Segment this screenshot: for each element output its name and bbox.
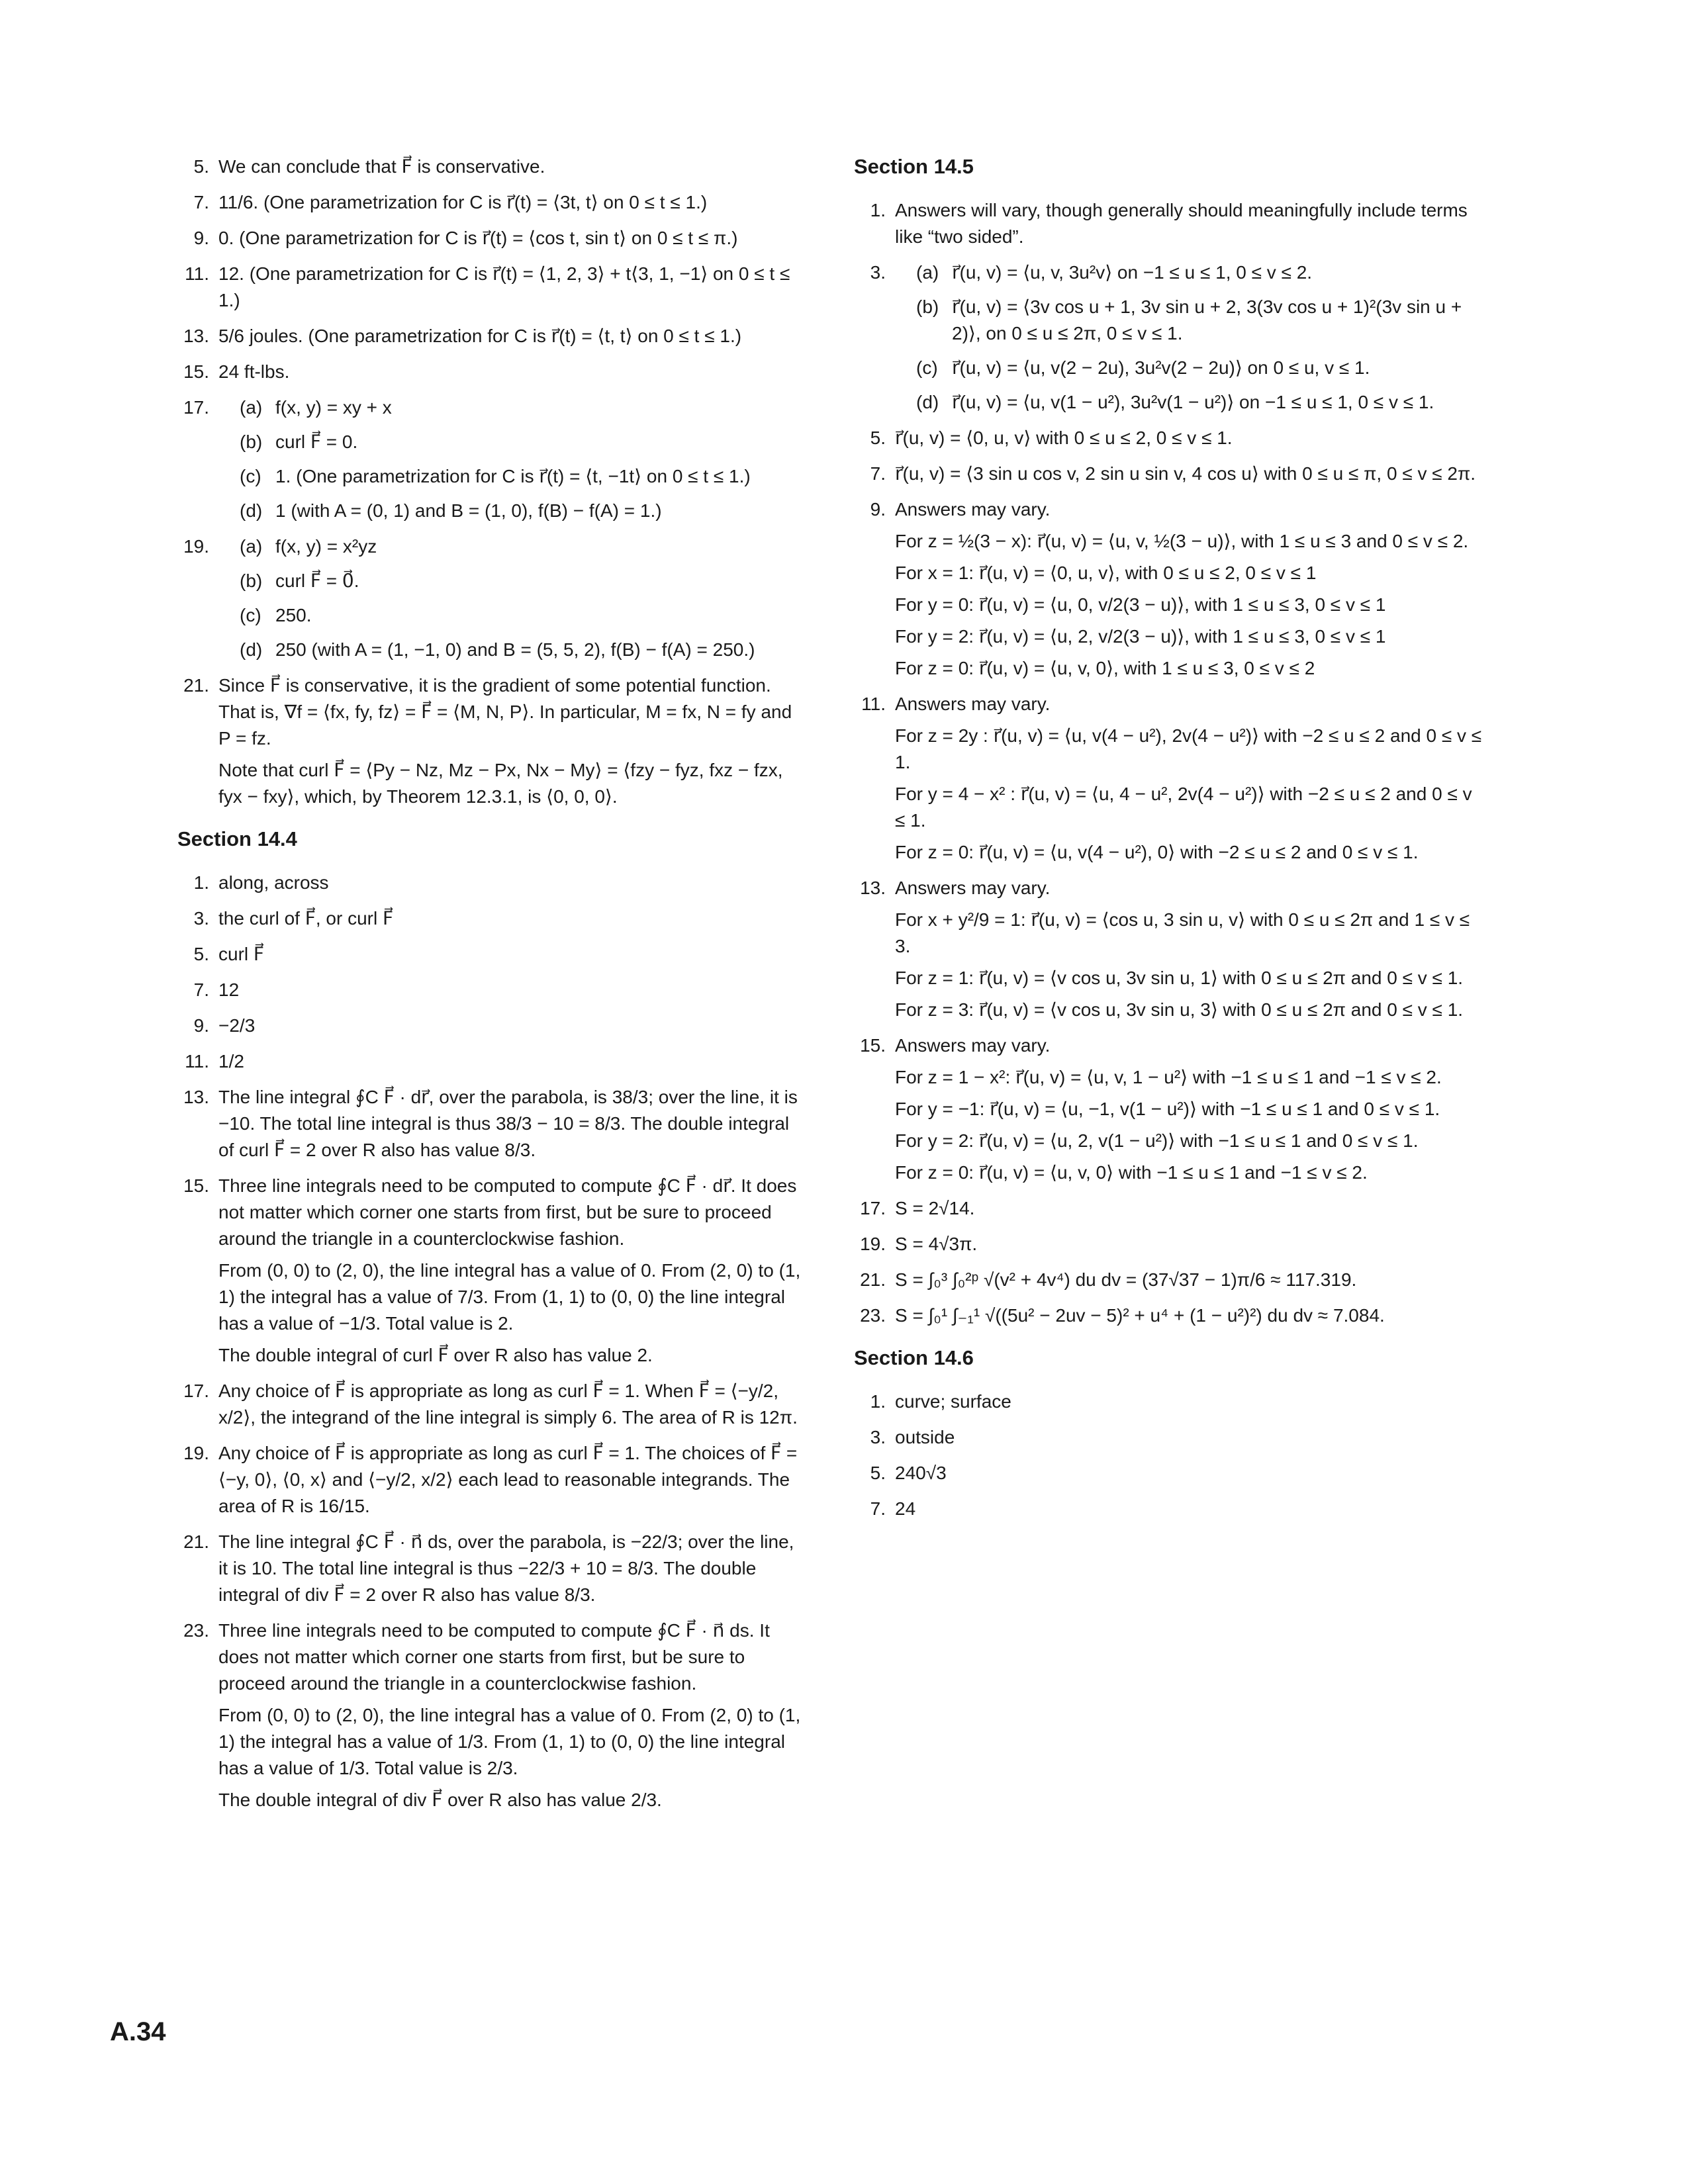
answer-text: S = 2√14. (895, 1198, 975, 1218)
part-label: (c) (240, 466, 261, 486)
answer-number: 19. (183, 536, 209, 557)
answer-text: From (0, 0) to (2, 0), the line integral has a value of 0. From (2, 0) to (1, 1) the integral has a value of 1/3. From (1, 1) to (0, 0) the line integral has a value of 1/3. Total value is 2/3. (218, 1705, 801, 1778)
part-text: r⃗(u, v) = ⟨u, v(1 − u²), 3u²v(1 − u²)⟩ on −1 ≤ u ≤ 1, 0 ≤ v ≤ 1. (952, 392, 1434, 412)
answer-text: For y = −1: r⃗(u, v) = ⟨u, −1, v(1 − u²)⟩ with −1 ≤ u ≤ 1 and 0 ≤ v ≤ 1. (895, 1099, 1440, 1119)
answer-number: 23. (183, 1620, 209, 1641)
answer-number: 9. (193, 1015, 209, 1036)
answer-text: outside (895, 1427, 955, 1447)
answer-item (177, 323, 806, 349)
answer-text: For z = 1 − x²: r⃗(u, v) = ⟨u, v, 1 − u²⟩ with −1 ≤ u ≤ 1 and −1 ≤ v ≤ 2. (895, 1067, 1442, 1087)
answer-number: 21. (183, 1531, 209, 1552)
answer-item (177, 1617, 806, 1813)
answer-text: For y = 2: r⃗(u, v) = ⟨u, 2, v/2(3 − u)⟩, with 1 ≤ u ≤ 3, 0 ≤ v ≤ 1 (895, 626, 1386, 647)
answer-number: 13. (183, 1087, 209, 1107)
answer-part (240, 429, 806, 455)
section-heading: Section 14.4 (177, 827, 297, 850)
answer-number: 15. (183, 1175, 209, 1196)
answer-text: S = ∫₀³ ∫₀²ᵖ √(v² + 4v⁴) du dv = (37√37 − 1)π/6 ≈ 117.319. (895, 1269, 1357, 1290)
answer-item (177, 359, 806, 385)
answer-part (240, 533, 806, 560)
part-label: (c) (916, 357, 938, 378)
answer-text: Answers may vary. (895, 694, 1051, 714)
answer-text: 12. (One parametrization for C is r⃗(t) = ⟨1, 2, 3⟩ + t⟨3, 1, −1⟩ on 0 ≤ t ≤ 1.) (218, 263, 790, 310)
answer-body (218, 870, 806, 896)
answer-body (218, 1440, 806, 1520)
part-label: (b) (240, 570, 263, 591)
answer-part (240, 498, 806, 524)
part-label: (b) (916, 296, 939, 317)
answer-number: 15. (183, 361, 209, 382)
answer-body (895, 259, 1483, 416)
answer-parts (916, 259, 1483, 416)
answer-body (218, 941, 806, 968)
answer-text: Answers will vary, though generally should meaningfully include terms like “two sided”. (895, 200, 1468, 247)
part-text: r⃗(u, v) = ⟨u, v(2 − 2u), 3u²v(2 − 2u)⟩ on 0 ≤ u, v ≤ 1. (952, 357, 1370, 378)
answer-body (218, 394, 806, 524)
answer-number: 13. (860, 878, 886, 898)
answer-body (218, 1617, 806, 1813)
part-text: r⃗(u, v) = ⟨3v cos u + 1, 3v sin u + 2, 3(3v cos u + 1)²(3v sin u + 2)⟩, on 0 ≤ u ≤ 2π, 0 ≤ v ≤ 1. (952, 296, 1462, 343)
answer-parts (240, 394, 806, 524)
answer-number: 13. (183, 326, 209, 346)
answer-body (218, 905, 806, 932)
answer-item (854, 1496, 1483, 1522)
answer-body (895, 425, 1483, 451)
answer-text: 24 ft-lbs. (218, 361, 290, 382)
answer-number: 5. (193, 156, 209, 177)
answer-item (854, 691, 1483, 866)
answer-part (240, 568, 806, 594)
answer-body (218, 672, 806, 810)
answer-text: S = ∫₀¹ ∫₋₁¹ √((5u² − 2uv − 5)² + u⁴ + (1 − u²)²) du dv ≈ 7.084. (895, 1305, 1385, 1326)
answer-number: 15. (860, 1035, 886, 1056)
answer-text: Answers may vary. (895, 878, 1051, 898)
answer-number: 11. (185, 263, 209, 284)
answer-text: From (0, 0) to (2, 0), the line integral has a value of 0. From (2, 0) to (1, 1) the integral has a value of 7/3. From (1, 1) to (0, 0) the line integral has a value of −1/3. Total value is 2. (218, 1260, 801, 1334)
answer-body (895, 1231, 1483, 1257)
answer-item (854, 1231, 1483, 1257)
answer-text: r⃗(u, v) = ⟨3 sin u cos v, 2 sin u sin v, 4 cos u⟩ with 0 ≤ u ≤ π, 0 ≤ v ≤ 2π. (895, 463, 1476, 484)
answer-body (895, 1267, 1483, 1293)
answer-item (854, 1460, 1483, 1486)
answer-body (895, 197, 1483, 250)
answer-body (218, 323, 806, 349)
answer-text: The line integral ∮C F⃗ · n⃗ ds, over the parabola, is −22/3; over the line, it is 10. The total line integral is thus −22/3 + 10 = 8/3. The double integral of div F⃗ = 2 over R also has value 8/3. (218, 1531, 794, 1605)
part-text: 1. (One parametrization for C is r⃗(t) = ⟨t, −1t⟩ on 0 ≤ t ≤ 1.) (275, 466, 751, 486)
answer-number: 17. (183, 397, 209, 418)
answer-item (177, 905, 806, 932)
answer-number: 23. (860, 1305, 886, 1326)
answer-item (177, 533, 806, 663)
answer-number: 17. (860, 1198, 886, 1218)
answer-item (177, 1173, 806, 1369)
answer-body (895, 875, 1483, 1023)
answer-part (240, 394, 806, 421)
answer-body (218, 1084, 806, 1163)
answer-text: For z = 0: r⃗(u, v) = ⟨u, v(4 − u²), 0⟩ with −2 ≤ u ≤ 2 and 0 ≤ v ≤ 1. (895, 842, 1419, 862)
answer-body (895, 1460, 1483, 1486)
part-text: curl F⃗ = 0⃗. (275, 570, 359, 591)
answer-text: For x = 1: r⃗(u, v) = ⟨0, u, v⟩, with 0 ≤ u ≤ 2, 0 ≤ v ≤ 1 (895, 563, 1317, 583)
section-heading: Section 14.6 (854, 1346, 974, 1369)
answer-item (854, 425, 1483, 451)
answer-body (895, 1424, 1483, 1451)
answer-text: 24 (895, 1498, 916, 1519)
answer-number: 11. (185, 1051, 209, 1071)
answer-number: 7. (193, 979, 209, 1000)
answer-text: Any choice of F⃗ is appropriate as long as curl F⃗ = 1. The choices of F⃗ = ⟨−y, 0⟩, ⟨0, x⟩ and ⟨−y/2, x/2⟩ each lead to reasonable integrands. The area of R is 16/15. (218, 1443, 798, 1516)
answer-text: For z = 0: r⃗(u, v) = ⟨u, v, 0⟩ with −1 ≤ u ≤ 1 and −1 ≤ v ≤ 2. (895, 1162, 1368, 1183)
part-label: (a) (916, 262, 939, 283)
answer-part (916, 355, 1483, 381)
answer-body (895, 1302, 1483, 1329)
answer-item (177, 394, 806, 524)
answer-part (240, 602, 806, 629)
answer-item (177, 1529, 806, 1608)
answer-number: 7. (870, 463, 886, 484)
answer-item (177, 941, 806, 968)
answer-number: 3. (193, 908, 209, 929)
answer-item (177, 1048, 806, 1075)
answer-number: 19. (860, 1234, 886, 1254)
answer-text: curl F⃗ (218, 944, 265, 964)
answer-item (854, 1388, 1483, 1415)
answer-text: For z = 2y : r⃗(u, v) = ⟨u, v(4 − u²), 2v(4 − u²)⟩ with −2 ≤ u ≤ 2 and 0 ≤ v ≤ 1. (895, 725, 1482, 772)
answer-item (177, 154, 806, 180)
answer-number: 11. (861, 694, 886, 714)
answer-number: 3. (870, 262, 886, 283)
answer-number: 5. (870, 428, 886, 448)
answer-item (854, 197, 1483, 250)
answer-text: The double integral of curl F⃗ over R also has value 2. (218, 1345, 653, 1365)
answer-number: 5. (870, 1463, 886, 1483)
answer-number: 17. (183, 1381, 209, 1401)
answer-body (218, 359, 806, 385)
answer-text: For z = ½(3 − x): r⃗(u, v) = ⟨u, v, ½(3 − u)⟩, with 1 ≤ u ≤ 3 and 0 ≤ v ≤ 2. (895, 531, 1469, 551)
answer-item (854, 496, 1483, 682)
answer-text: For z = 0: r⃗(u, v) = ⟨u, v, 0⟩, with 1 ≤ u ≤ 3, 0 ≤ v ≤ 2 (895, 658, 1315, 678)
part-text: f(x, y) = xy + x (275, 397, 392, 418)
answer-parts (240, 533, 806, 663)
part-text: 250. (275, 605, 312, 625)
part-label: (d) (240, 639, 263, 660)
part-text: 1 (with A = (0, 1) and B = (1, 0), f(B) − f(A) = 1.) (275, 500, 662, 521)
answer-part (916, 294, 1483, 347)
answer-body (895, 1195, 1483, 1222)
answer-number: 3. (870, 1427, 886, 1447)
answer-body (218, 225, 806, 251)
answer-text: 240√3 (895, 1463, 947, 1483)
answer-body (895, 496, 1483, 682)
answer-item (854, 461, 1483, 487)
part-label: (a) (240, 536, 263, 557)
answer-item (854, 875, 1483, 1023)
answer-body (218, 1529, 806, 1608)
part-label: (a) (240, 397, 263, 418)
answer-number: 5. (193, 944, 209, 964)
answer-number: 7. (193, 192, 209, 212)
answer-text: 0. (One parametrization for C is r⃗(t) = ⟨cos t, sin t⟩ on 0 ≤ t ≤ π.) (218, 228, 738, 248)
answer-text: r⃗(u, v) = ⟨0, u, v⟩ with 0 ≤ u ≤ 2, 0 ≤ v ≤ 1. (895, 428, 1233, 448)
answer-part (916, 259, 1483, 286)
answer-text: Answers may vary. (895, 499, 1051, 520)
answer-item (854, 1267, 1483, 1293)
answer-body (895, 1496, 1483, 1522)
answer-text: 11/6. (One parametrization for C is r⃗(t) = ⟨3t, t⟩ on 0 ≤ t ≤ 1.) (218, 192, 708, 212)
answer-item (177, 189, 806, 216)
answer-text: Answers may vary. (895, 1035, 1051, 1056)
answer-text: For y = 0: r⃗(u, v) = ⟨u, 0, v/2(3 − u)⟩, with 1 ≤ u ≤ 3, 0 ≤ v ≤ 1 (895, 594, 1386, 615)
answer-item (177, 1440, 806, 1520)
answer-body (895, 691, 1483, 866)
answer-text: Any choice of F⃗ is appropriate as long as curl F⃗ = 1. When F⃗ = ⟨−y/2, x/2⟩, the integrand of the line integral is simply 6. The area of R is 12π. (218, 1381, 798, 1428)
part-label: (c) (240, 605, 261, 625)
answer-part (240, 463, 806, 490)
answer-text: For y = 4 − x² : r⃗(u, v) = ⟨u, 4 − u², 2v(4 − u²)⟩ with −2 ≤ u ≤ 2 and 0 ≤ v ≤ 1. (895, 784, 1472, 831)
answer-text: For z = 3: r⃗(u, v) = ⟨v cos u, 3v sin u, 3⟩ with 0 ≤ u ≤ 2π and 0 ≤ v ≤ 1. (895, 999, 1464, 1020)
answer-item (177, 870, 806, 896)
answer-body (895, 1032, 1483, 1186)
part-label: (d) (240, 500, 263, 521)
answer-body (218, 154, 806, 180)
answer-item (177, 1084, 806, 1163)
right-column (854, 154, 1483, 1531)
answer-item (854, 259, 1483, 416)
answer-body (218, 977, 806, 1003)
answer-number: 19. (183, 1443, 209, 1463)
page-number: A.34 (110, 2017, 166, 2046)
answer-number: 21. (860, 1269, 886, 1290)
part-text: 250 (with A = (1, −1, 0) and B = (5, 5, 2), f(B) − f(A) = 250.) (275, 639, 755, 660)
answer-number: 9. (193, 228, 209, 248)
answer-body (218, 189, 806, 216)
left-column (177, 154, 806, 1823)
answer-text: Three line integrals need to be computed to compute ∮C F⃗ · dr⃗. It does not matter which corner one starts from first, but be sure to proceed around the triangle in a counterclockwise fashion. (218, 1175, 797, 1249)
answer-text: For z = 1: r⃗(u, v) = ⟨v cos u, 3v sin u, 1⟩ with 0 ≤ u ≤ 2π and 0 ≤ v ≤ 1. (895, 968, 1464, 988)
answer-item (854, 1424, 1483, 1451)
part-text: r⃗(u, v) = ⟨u, v, 3u²v⟩ on −1 ≤ u ≤ 1, 0 ≤ v ≤ 2. (952, 262, 1313, 283)
answer-number: 1. (870, 200, 886, 220)
answer-text: 5/6 joules. (One parametrization for C is r⃗(t) = ⟨t, t⟩ on 0 ≤ t ≤ 1.) (218, 326, 742, 346)
part-label: (b) (240, 432, 263, 452)
part-text: f(x, y) = x²yz (275, 536, 377, 557)
answer-text: S = 4√3π. (895, 1234, 978, 1254)
answer-number: 1. (870, 1391, 886, 1412)
answer-item (177, 977, 806, 1003)
answer-item (177, 1013, 806, 1039)
answer-item (854, 1032, 1483, 1186)
answer-number: 21. (183, 675, 209, 696)
answer-body (218, 1013, 806, 1039)
answer-text: The line integral ∮C F⃗ · dr⃗, over the parabola, is 38/3; over the line, it is −10. The total line integral is thus 38/3 − 10 = 8/3. The double integral of curl F⃗ = 2 over R also has value 8/3. (218, 1087, 798, 1160)
answer-text: For y = 2: r⃗(u, v) = ⟨u, 2, v(1 − u²)⟩ with −1 ≤ u ≤ 1 and 0 ≤ v ≤ 1. (895, 1130, 1419, 1151)
answer-item (177, 261, 806, 314)
answer-body (218, 1173, 806, 1369)
answer-number: 7. (870, 1498, 886, 1519)
answer-text: 12 (218, 979, 240, 1000)
answer-item (177, 225, 806, 251)
answer-body (895, 1388, 1483, 1415)
answer-item (854, 1195, 1483, 1222)
answer-text: curve; surface (895, 1391, 1011, 1412)
answer-part (240, 637, 806, 663)
answer-text: The double integral of div F⃗ over R also has value 2/3. (218, 1790, 662, 1810)
answer-item (177, 1378, 806, 1431)
answer-text: −2/3 (218, 1015, 256, 1036)
answer-text: the curl of F⃗, or curl F⃗ (218, 908, 394, 929)
answer-item (854, 1302, 1483, 1329)
answer-body (218, 261, 806, 314)
answer-text: Note that curl F⃗ = ⟨Py − Nz, Mz − Px, Nx − My⟩ = ⟨fzy − fyz, fxz − fzx, fyx − fxy⟩, which, by Theorem 12.3.1, is ⟨0, 0, 0⟩. (218, 760, 783, 807)
answer-body (218, 1378, 806, 1431)
answer-text: For x + y²/9 = 1: r⃗(u, v) = ⟨cos u, 3 sin u, v⟩ with 0 ≤ u ≤ 2π and 1 ≤ v ≤ 3. (895, 909, 1470, 956)
answer-body (218, 1048, 806, 1075)
part-text: curl F⃗ = 0. (275, 432, 358, 452)
answer-text: along, across (218, 872, 329, 893)
answer-body (895, 461, 1483, 487)
section-heading: Section 14.5 (854, 155, 974, 178)
answer-text: Since F⃗ is conservative, it is the gradient of some potential function. That is, ∇f = ⟨fx, fy, fz⟩ = F⃗ = ⟨M, N, P⟩. In particular, M = fx, N = fy and P = fz. (218, 675, 792, 749)
answer-part (916, 389, 1483, 416)
answer-item (177, 672, 806, 810)
part-label: (d) (916, 392, 939, 412)
answer-body (218, 533, 806, 663)
answer-text: We can conclude that F⃗ is conservative. (218, 156, 545, 177)
answer-number: 9. (870, 499, 886, 520)
answer-text: Three line integrals need to be computed to compute ∮C F⃗ · n⃗ ds. It does not matter which corner one starts from first, but be sure to proceed around the triangle in a counterclockwise fashion. (218, 1620, 770, 1694)
answer-text: 1/2 (218, 1051, 244, 1071)
answer-number: 1. (193, 872, 209, 893)
